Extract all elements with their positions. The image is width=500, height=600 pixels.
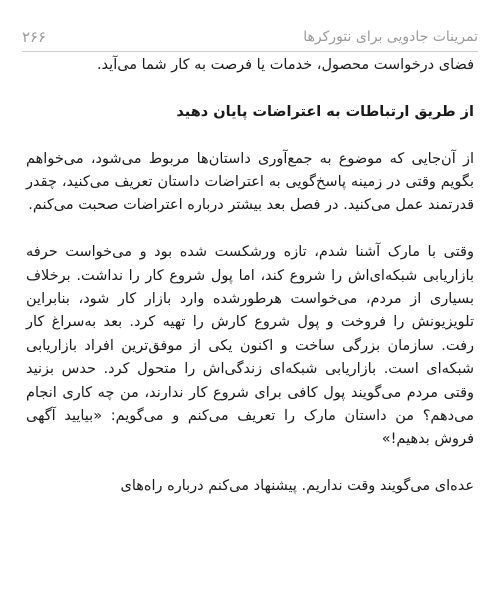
book-title: تمرینات جادویی برای نتورکرها bbox=[303, 29, 478, 45]
section-heading: از طریق ارتباطات به اعتراضات پایان دهید bbox=[176, 103, 474, 120]
paragraph-2: از آن‌جایی که موضوع به جمع‌آوری داستان‌ها مربوط می‌شود، می‌خواهم بگویم وقتی در زمینه پاسخ‌گویی به اعتراضات داستان تعریف می‌کنید، چقدر قدرتمند عمل می‌کنید. در فصل بعد بیشتر درباره اعتراضات صحبت می‌کنم. bbox=[26, 150, 474, 214]
page-number: ۲۶۶ bbox=[22, 28, 47, 46]
paragraph-1: فضای درخواست محصول، خدمات یا فرصت به کار شما می‌آید. bbox=[96, 57, 474, 73]
paragraph-3: وقتی با مارک آشنا شدم، تازه ورشکست شده بود و می‌خواست حرفه بازاریابی شبکه‌ای‌اش را شروع کند، اما پول شروع کار را نداشت. برخلاف بسیاری از مردم، می‌خواست هرطورشده وارد بازار کار شود، بنابراین تلویزیونش را فروخت و پول شروع کارش را تهیه کرد. بعد به‌سراغ کار رفت. سازمان بزرگی ساخت و اکنون یکی از موفق‌ترین افراد بازاریابی شبکه‌ای است. بازاریابی شبکه‌ای زندگی‌اش را متحول کرد. حدس بزنید وقتی مردم می‌گویند پول کافی برای شروع کار ندارند، من چه کاری انجام می‌دهم؟ من داستان مارک را تعریف می‌کنم و می‌گویم: «بیایید آگهی فروش بدهیم!» bbox=[26, 244, 474, 448]
running-header bbox=[22, 26, 478, 48]
page-body bbox=[26, 54, 474, 499]
header-divider bbox=[22, 51, 478, 52]
paragraph-4: عده‌ای می‌گویند وقت نداریم. پیشنهاد می‌کنم درباره راه‌های bbox=[120, 478, 474, 495]
